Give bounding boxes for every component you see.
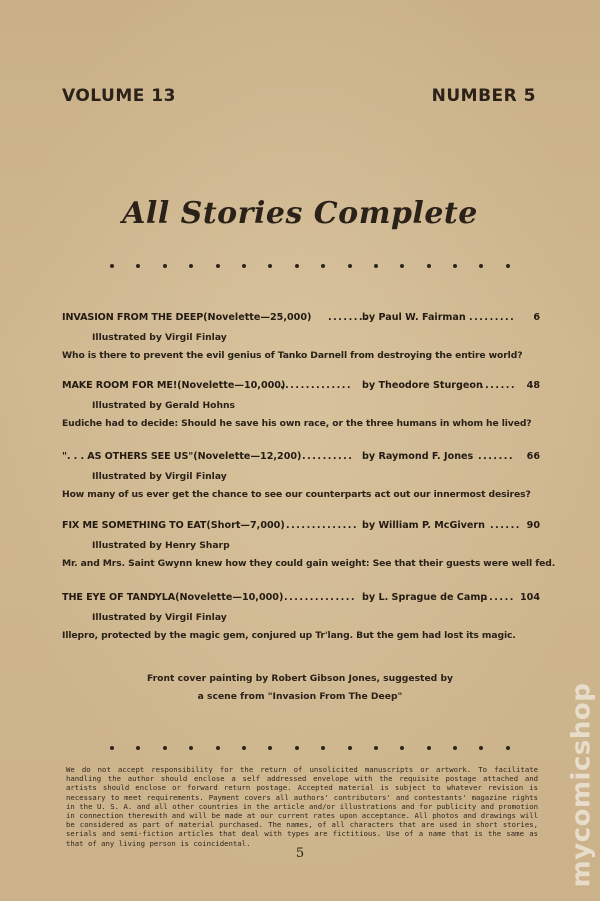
dot-leader: ......... [469,312,516,323]
story-blurb: How many of us ever get the chance to see our counterparts act out our innermost desires? [62,489,531,500]
dot-leader: ....... [478,451,515,462]
story-page-number: 90 [526,520,540,531]
story-page-number: 48 [526,380,540,391]
story-blurb: Mr. and Mrs. Saint Gwynn knew how they could gain weight: See that their guests were well fed. [62,558,556,569]
number-label: NUMBER 5 [431,86,536,106]
dot-leader: ........ [328,312,370,323]
story-blurb: Illepro, protected by the magic gem, conjured up Tr'lang. But the gem had lost its magic. [62,630,516,641]
story-illustrator: Illustrated by Henry Sharp [92,540,230,551]
dot-leader: .............. [284,592,357,603]
dot-leader: ...... [490,520,521,531]
story-entry[interactable] [62,380,540,429]
dot-leader: ...... [484,592,515,603]
story-title: FIX ME SOMETHING TO EAT [62,520,207,531]
story-title: MAKE ROOM FOR ME! [62,380,178,391]
story-page-number: 66 [526,451,540,462]
story-genre: (Novelette—10,000) [175,592,284,603]
story-blurb: Who is there to prevent the evil genius of Tanko Darnell from destroying the entire world? [62,350,523,361]
dotted-divider-top [110,262,510,270]
story-genre: (Novelette—12,200) [193,451,302,462]
dot-leader: .............. [286,520,359,531]
story-illustrator: Illustrated by Virgil Finlay [92,332,227,343]
story-page-number: 6 [533,312,540,323]
dot-leader: ....... [480,380,517,391]
story-genre: (Novelette—25,000) [203,312,312,323]
story-title: INVASION FROM THE DEEP [62,312,204,323]
story-title: ". . . AS OTHERS SEE US" [62,451,194,462]
watermark-text: mycomicshop [566,682,597,888]
dot-leader: .............. [280,380,353,391]
story-entry[interactable] [62,312,540,361]
story-illustrator: Illustrated by Gerald Hohns [92,400,235,411]
story-page-number: 104 [519,592,540,603]
story-entry[interactable] [62,592,540,641]
fine-print-disclaimer: We do not accept responsibility for the return of unsolicited manuscripts or artwork. To facilitate handling the author should enclose a self addressed envelope with the requisite postage attached and artists should enclose or forward return postage. Accepted material is subject to whatever revision is necessary to meet requirements. Payment covers all authors' contributors' and contestants' magazine rights in the U. S. A. and all other countries in the article and/or illustrations and for publicity and promotion in connection therewith and will be made at our current rates upon acceptance. All photos and drawings will be considered as part of material purchased. The names, of all characters that are used in short stories, serials and semi-fiction articles that deal with types are fictitious. Use of a name that is the same as that of any living person is coincidental. [66,765,538,848]
cover-credit-line: Front cover painting by Robert Gibson Jones, suggested by [146,673,454,684]
page-number: 5 [295,846,305,861]
cover-credit-line: a scene from "Invasion From The Deep" [197,691,403,702]
story-entry[interactable] [62,451,540,500]
dotted-divider-bottom [110,744,510,752]
story-genre: (Novelette—10,000) [177,380,286,391]
story-entry[interactable] [62,520,556,569]
story-author: by Theodore Sturgeon [362,380,483,391]
dot-leader: .......... [302,451,354,462]
watermark-logo [566,676,596,894]
story-author: by Paul W. Fairman [362,312,466,323]
story-author: by William P. McGivern [362,520,485,531]
story-blurb: Eudiche had to decide: Should he save his own race, or the three humans in whom he lived? [62,418,532,429]
story-illustrator: Illustrated by Virgil Finlay [92,471,227,482]
story-author: by Raymond F. Jones [362,451,474,462]
story-illustrator: Illustrated by Virgil Finlay [92,612,227,623]
issue-header [62,86,536,110]
volume-label: VOLUME 13 [62,86,176,106]
story-genre: (Short—7,000) [206,520,285,531]
page-title: All Stories Complete [122,196,478,231]
story-author: by L. Sprague de Camp [362,592,488,603]
story-title: THE EYE OF TANDYLA [62,592,176,603]
cover-credits [0,670,600,706]
